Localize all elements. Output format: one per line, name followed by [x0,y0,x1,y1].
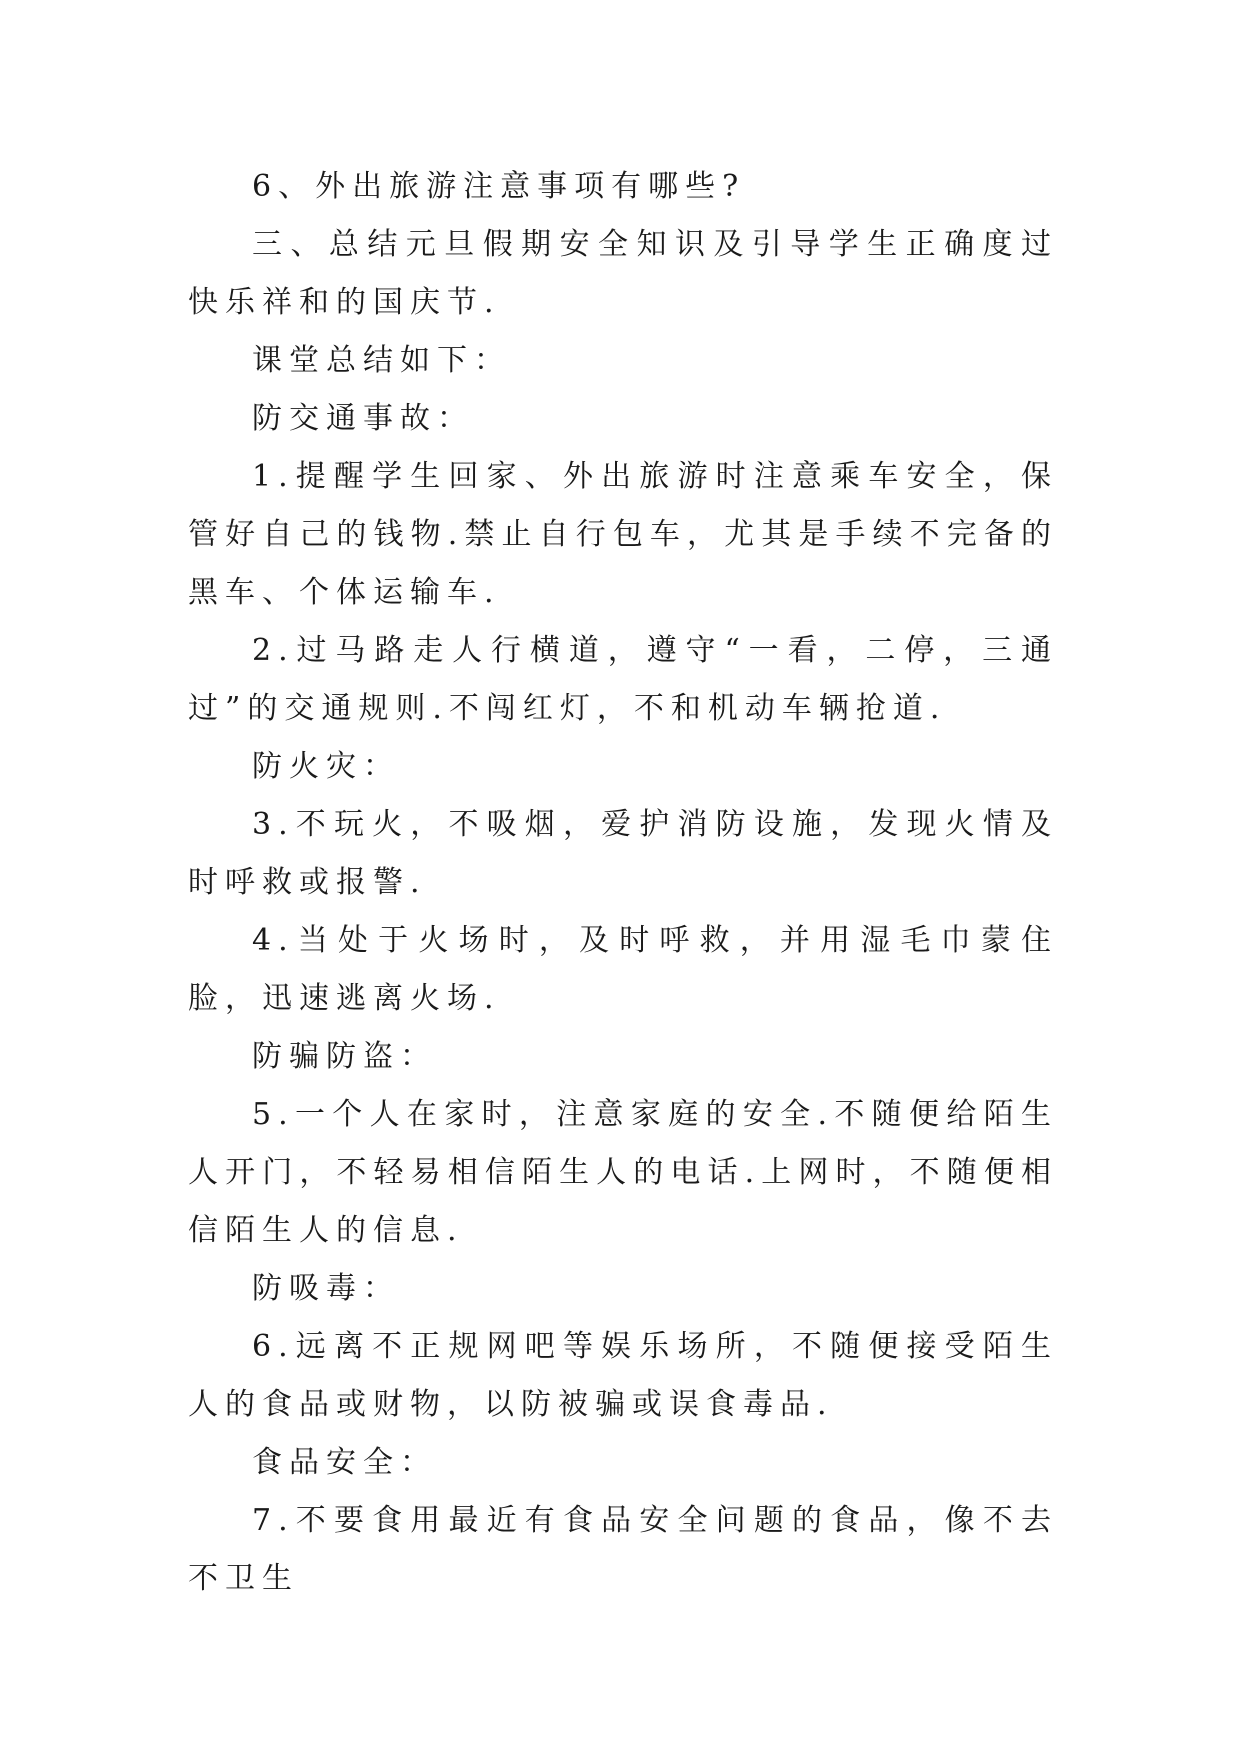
subheading-food-safety: 食品安全： [252,1445,437,1480]
subheading-drugs: 防吸毒： [252,1271,400,1306]
rule-item-2: 2.过马路走人行横道，遵守“一看，二停，三通过”的交通规则.不闯红灯，不和机动车辆抢道. [188,633,1058,726]
document-page [188,158,1058,1608]
rule-item-4: 4.当处于火场时，及时呼救，并用湿毛巾蒙住脸，迅速逃离火场. [188,923,1058,1016]
class-summary-intro: 课堂总结如下： [252,343,511,378]
rule-item-7: 7.不要食用最近有食品安全问题的食品，像不去不卫生 [188,1503,1058,1596]
rule-item-3: 3.不玩火，不吸烟，爱护消防设施，发现火情及时呼救或报警. [188,807,1058,900]
rule-item-5: 5.一个人在家时，注意家庭的安全.不随便给陌生人开门，不轻易相信陌生人的电话.上网时，不随便相信陌生人的信息. [188,1097,1058,1248]
subheading-fire: 防火灾： [252,749,400,784]
section-heading-summary: 三、总结元旦假期安全知识及引导学生正确度过快乐祥和的国庆节. [188,227,1058,320]
subheading-traffic: 防交通事故： [252,401,474,436]
rule-item-6: 6.远离不正规网吧等娱乐场所，不随便接受陌生人的食品或财物，以防被骗或误食毒品. [188,1329,1058,1422]
rule-item-1: 1.提醒学生回家、外出旅游时注意乘车安全，保管好自己的钱物.禁止自行包车，尤其是手续不完备的黑车、个体运输车. [188,459,1058,610]
question-item-6: 6、外出旅游注意事项有哪些? [252,169,746,204]
subheading-fraud-theft: 防骗防盗： [252,1039,437,1074]
